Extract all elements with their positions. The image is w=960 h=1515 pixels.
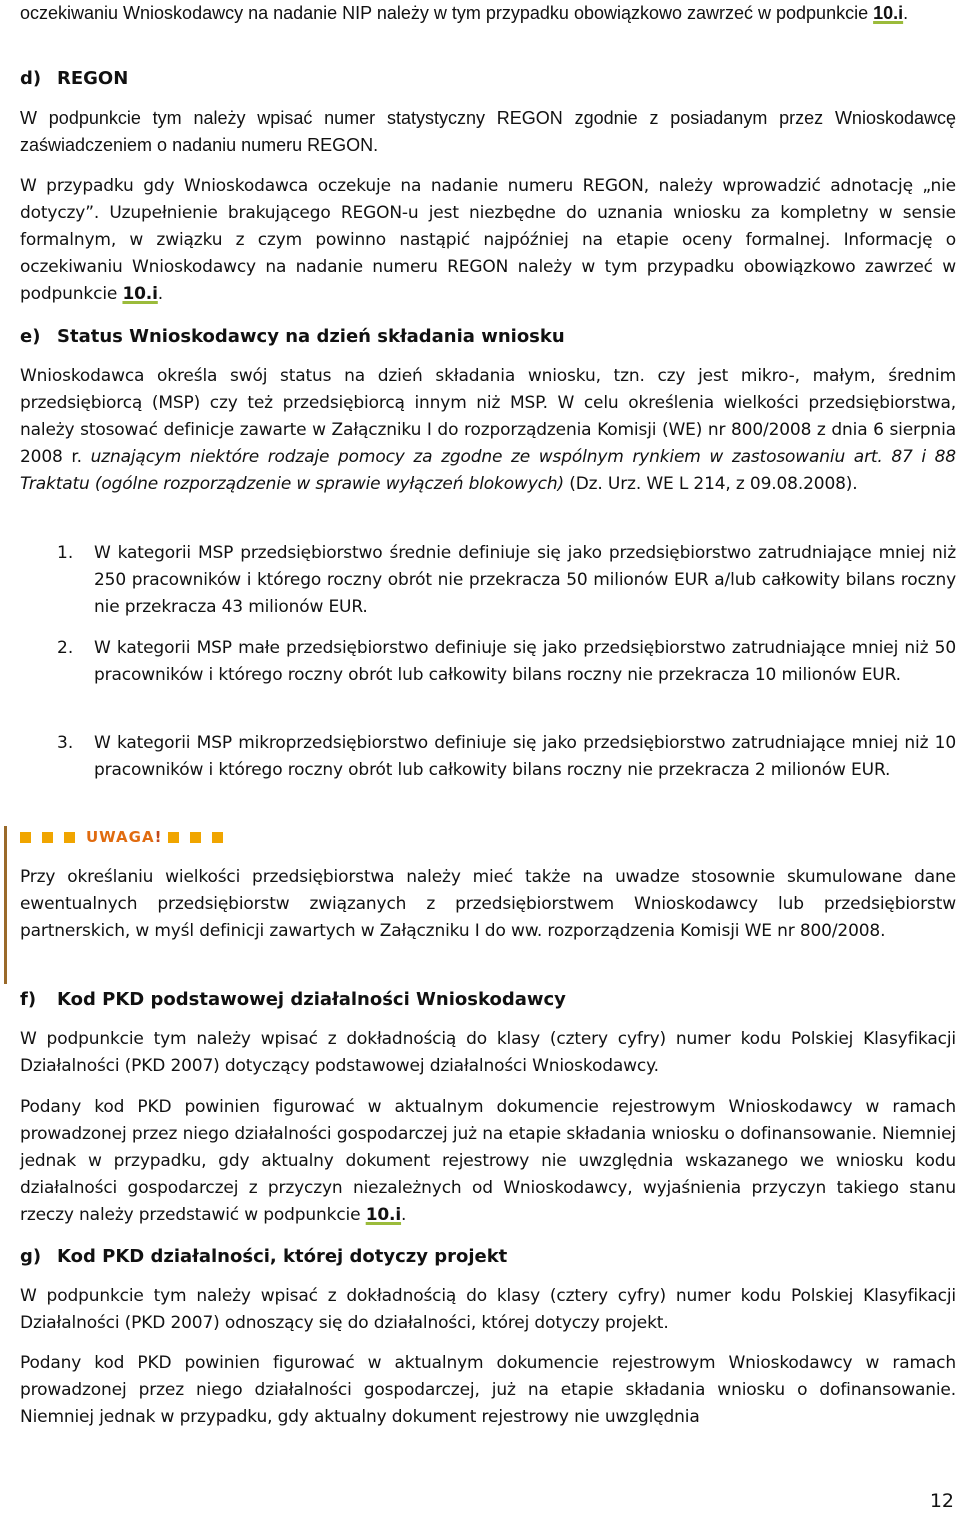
page-number: 12 xyxy=(929,1490,954,1512)
square-bullet-icon xyxy=(42,832,53,843)
section-d-paragraph-2: W przypadku gdy Wnioskodawca oczekuje na nadanie numeru REGON, należy wprowadzić adnotację „nie dotyczy”. Uzupełnienie brakującego REGON-u jest niezbędne do uznania wniosku za kompletny w sensie formalnym, w związku z czym powinno nastąpić najpóźniej na etapie oceny formalnej. Informację o oczekiwaniu Wnioskodawcy na nadanie numeru REGON należy w tym przypadku obowiązkowo zawrzeć w podpunkcie 10.i. xyxy=(20,176,956,304)
carryover-paragraph: oczekiwaniu Wnioskodawcy na nadanie NIP należy w tym przypadku obowiązkowo zawrzeć w podpunkcie 10.i. xyxy=(20,3,909,23)
section-g-paragraph-2: Podany kod PKD powinien figurować w aktualnym dokumencie rejestrowym Wnioskodawcy w ramach prowadzonej przez niego działalności gospodarczej, już na etapie składania wniosku o dofinansowanie. Niemniej jednak w przypadku, gdy aktualny dokument rejestrowy nie uwzględnia xyxy=(20,1353,956,1427)
section-f-paragraph-2: Podany kod PKD powinien figurować w aktualnym dokumencie rejestrowym Wnioskodawcy w ramach prowadzonej przez niego działalności gospodarczej już na etapie składania wniosku o dofinansowanie. Niemniej jednak w przypadku, gdy aktualny dokument rejestrowy nie uwzględnia wskazanego we wniosku kodu działalności gospodarczej z przyczyn niezależnych od Wnioskodawcy, wyjaśnienia przyczyn takiego stanu rzeczy należy przedstawić w podpunkcie 10.i. xyxy=(20,1097,956,1225)
reference-link: 10.i xyxy=(122,284,158,304)
uwaga-paragraph: Przy określaniu wielkości przedsiębiorstwa należy mieć także na uwadze stosownie skumulowane dane ewentualnych przedsiębiorstw związanych z przedsiębiorstwem Wnioskodawcy lub przedsiębiorstw partnerskich, w myśl definicji zawartych w Załączniku I do ww. rozporządzenia Komisji WE nr 800/2008. xyxy=(20,867,956,941)
uwaga-side-bar xyxy=(4,826,7,984)
square-bullet-icon xyxy=(64,832,75,843)
section-g-heading: g) Kod PKD działalności, której dotyczy projekt xyxy=(20,1246,508,1267)
section-d-paragraph-1: W podpunkcie tym należy wpisać numer statystyczny REGON zgodnie z posiadanym przez Wnioskodawcę zaświadczeniem o nadaniu numeru REGON. xyxy=(20,108,956,155)
uwaga-label: UWAGA! xyxy=(86,828,163,846)
square-bullet-icon xyxy=(168,832,179,843)
section-e-heading: e) Status Wnioskodawcy na dzień składania wniosku xyxy=(20,326,565,347)
reference-link: 10.i xyxy=(873,3,904,23)
square-bullet-icon xyxy=(190,832,201,843)
section-f-paragraph-1: W podpunkcie tym należy wpisać z dokładnością do klasy (cztery cyfry) numer kodu Polskiej Klasyfikacji Działalności (PKD 2007) dotyczący podstawowej działalności Wnioskodawcy. xyxy=(20,1029,956,1076)
reference-link: 10.i xyxy=(365,1205,402,1225)
section-d-heading: d) REGON xyxy=(20,68,129,89)
section-e-paragraph: Wnioskodawca określa swój status na dzień składania wniosku, tzn. czy jest mikro-, małym, średnim przedsiębiorcą (MSP) czy też przedsiębiorcą innym niż MSP. W celu określenia wielkości przedsiębiorstwa, należy stosować definicje zawarte w Załączniku I do rozporządzenia Komisji (WE) nr 800/2008 z dnia 6 sierpnia 2008 r. uznającym niektóre rodzaje pomocy za zgodne ze wspólnym rynkiem w zastosowaniu art. 87 i 88 Traktatu (ogólne rozporządzenie w sprawie wyłączeń blokowych) (Dz. Urz. WE L 214, z 09.08.2008). xyxy=(20,366,956,494)
square-bullet-icon xyxy=(212,832,223,843)
square-bullet-icon xyxy=(20,832,31,843)
uwaga-banner xyxy=(20,826,234,848)
section-g-paragraph-1: W podpunkcie tym należy wpisać z dokładnością do klasy (cztery cyfry) numer kodu Polskiej Klasyfikacji Działalności (PKD 2007) odnoszący się do działalności, której dotyczy projekt. xyxy=(20,1286,956,1333)
section-f-heading: f) Kod PKD podstawowej działalności Wnioskodawcy xyxy=(20,989,566,1010)
